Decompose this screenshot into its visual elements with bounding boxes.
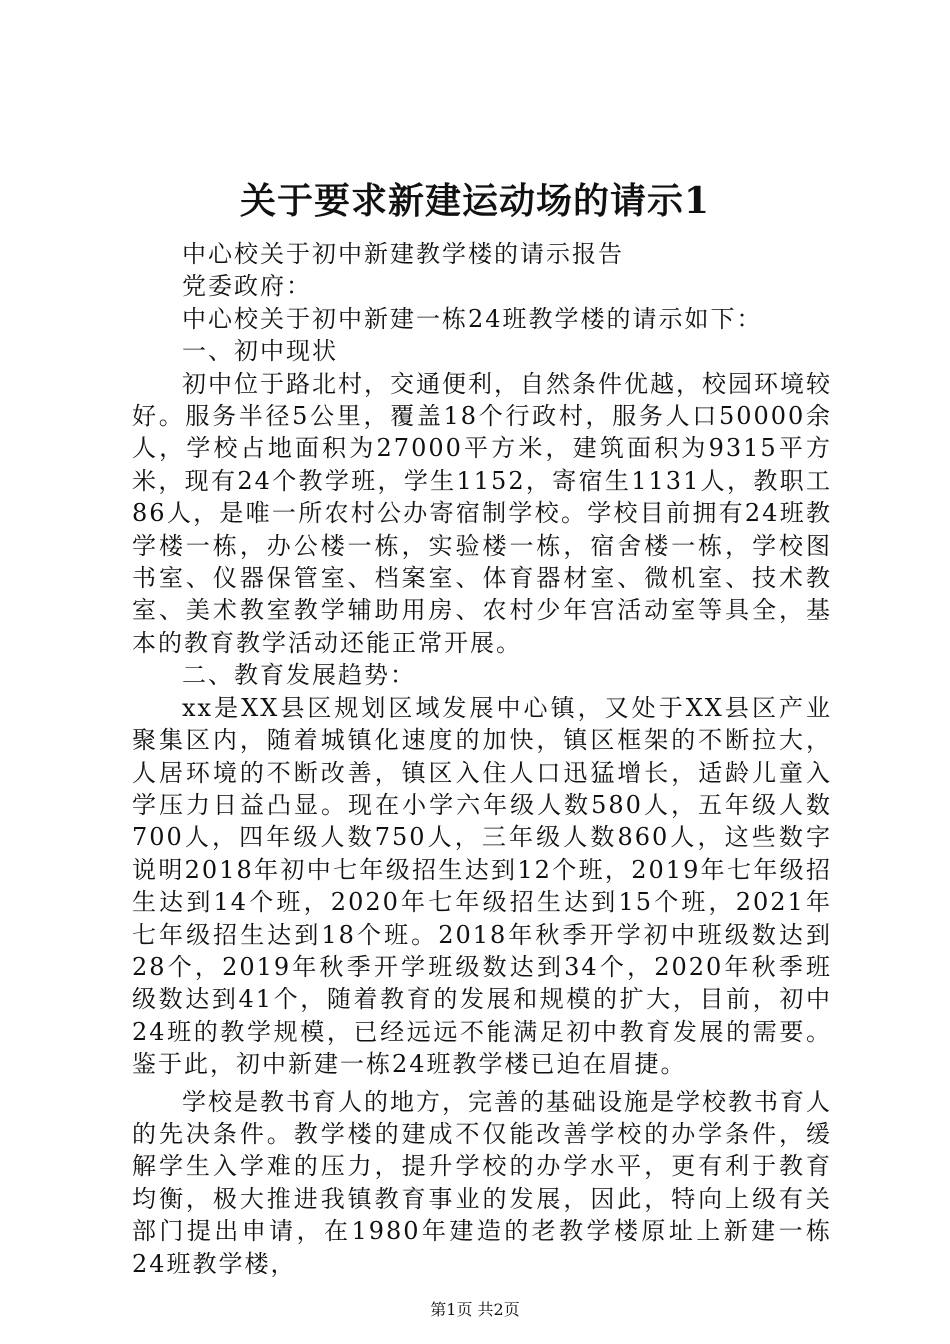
intro-paragraph: 中心校关于初中新建一栋24班教学楼的请示如下： — [182, 304, 763, 333]
section-heading-status: 一、初中现状 — [182, 337, 338, 366]
document-body — [132, 238, 832, 1280]
document-title: 关于要求新建运动场的请示1 — [239, 180, 711, 222]
report-subtitle: 中心校关于初中新建教学楼的请示报告 — [182, 240, 624, 268]
trend-paragraph: xx是XX县区规划区域发展中心镇，又处于XX县区产业聚集区内，随着城镇化速度的加快，镇区框架的不断拉大，人居环境的不断改善，镇区入住人口迅猛增长，适龄儿童入学压力日益凸显。现在小学六年级人数580人，五年级人数700人，四年级人数750人，三年级人数860人，这些数字说明2018年初中七年级招生达到12个班，2019年七年级招生达到14个班，2020年七年级招生达到15个班，2021年七年级招生达到18个班。2018年秋季开学初中班级数达到28个，2019年秋季开学班级数达到34个，2020年秋季班级数达到41个，随着教育的发展和规模的扩大，目前，初中24班的教学规模，已经远远不能满足初中教育发展的需要。鉴于此，初中新建一栋24班教学楼已迫在眉捷。 — [132, 693, 832, 1079]
salutation: 党委政府： — [182, 272, 312, 301]
page-footer: 第1页 共2页 — [430, 1300, 520, 1319]
request-paragraph: 学校是教书育人的地方，完善的基础设施是学校教书育人的先决条件。教学楼的建成不仅能改善学校的办学条件，缓解学生入学难的压力，提升学校的办学水平，更有利于教育均衡，极大推进我镇教育事业的发展，因此，特向上级有关部门提出申请，在1980年建造的老教学楼原址上新建一栋24班教学楼， — [132, 1087, 832, 1278]
section-heading-trend: 二、教育发展趋势： — [182, 661, 416, 690]
status-paragraph: 初中位于路北村，交通便利，自然条件优越，校园环境较好。服务半径5公里，覆盖18个行政村，服务人口50000余人，学校占地面积为27000平方米，建筑面积为9315平方米，现有24个教学班，学生1152，寄宿生1131人，教职工86人，是唯一所农村公办寄宿制学校。学校目前拥有24班教学楼一栋，办公楼一栋，实验楼一栋，宿舍楼一栋，学校图书室、仪器保管室、档案室、体育器材室、微机室、技术教室、美术教室教学辅助用房、农村少年宫活动室等具全，基本的教育教学活动还能正常开展。 — [132, 369, 832, 657]
